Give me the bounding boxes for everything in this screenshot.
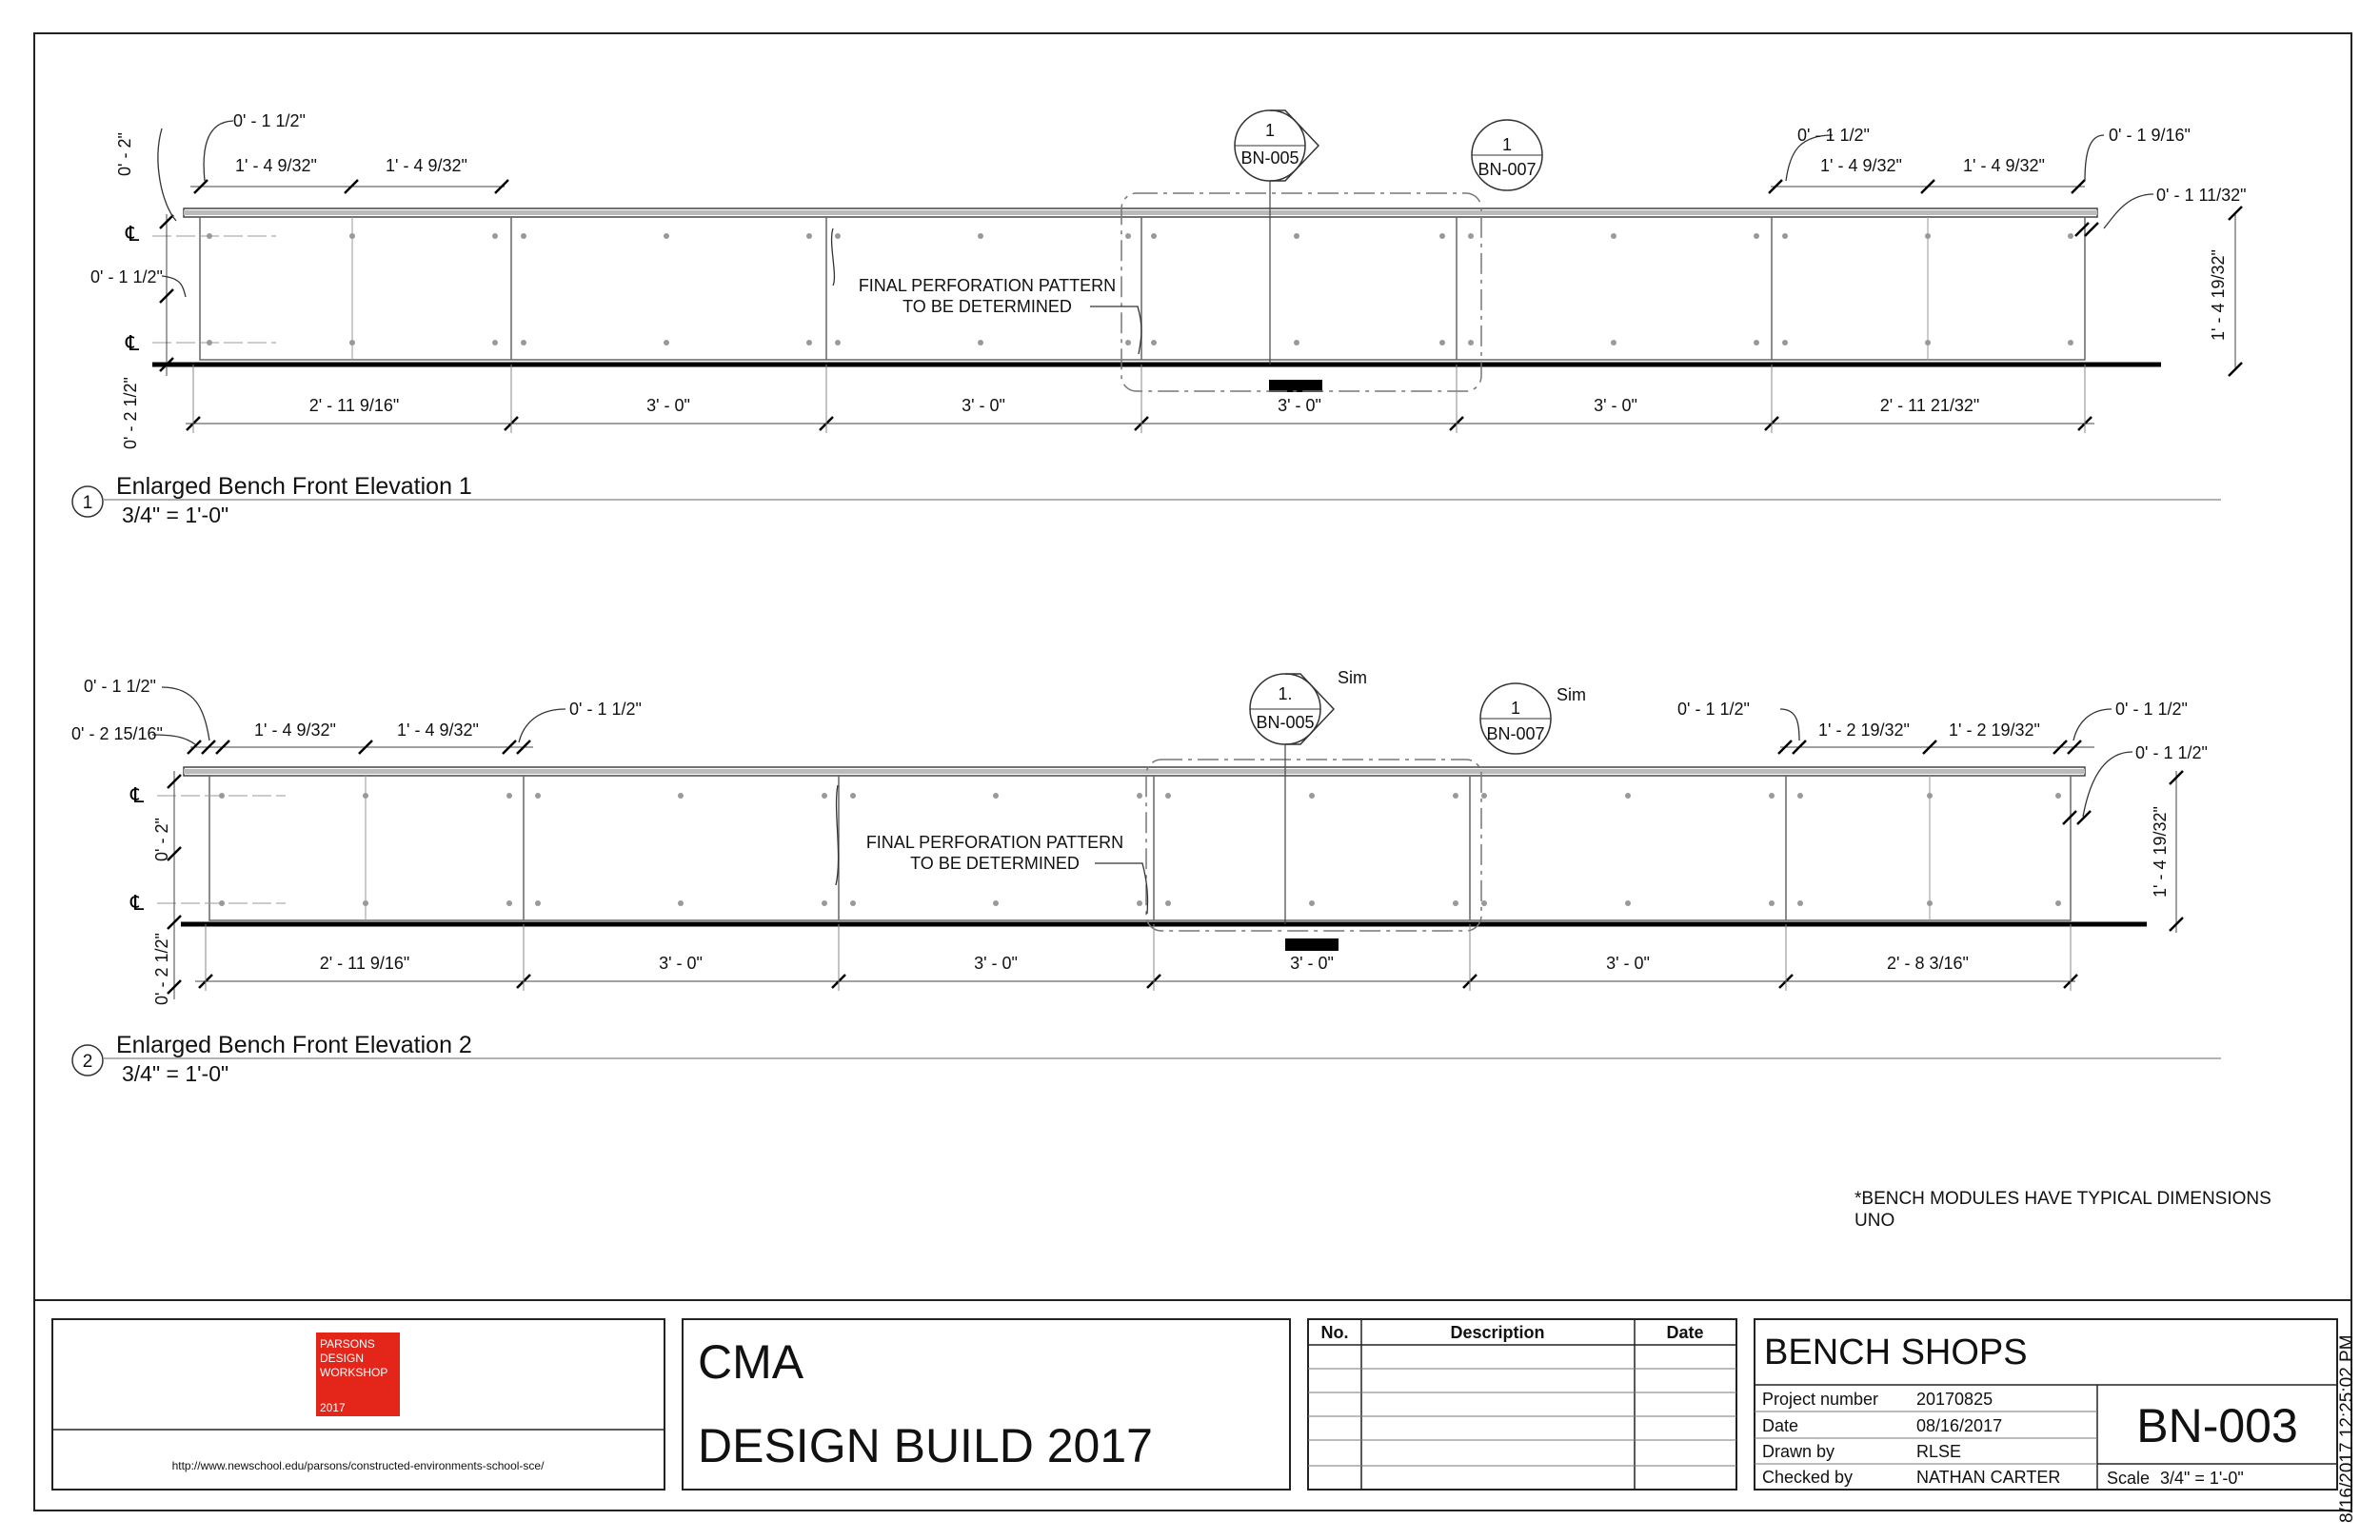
view-2-tag-number: 2 [82, 1052, 93, 1072]
view-1-note-line-2: TO BE DETERMINED [902, 297, 1072, 316]
view-2-callout-1-sheet: BN-005 [1256, 713, 1315, 732]
svg-text:℄: ℄ [126, 331, 140, 355]
dimension-label: 0' - 2" [115, 132, 134, 176]
svg-text:℄: ℄ [130, 891, 145, 915]
view-2-callout-2-number: 1 [1510, 699, 1521, 718]
logo-line-2: DESIGN [320, 1352, 365, 1365]
revision-header-date: Date [1666, 1323, 1704, 1342]
field-label-project-number: Project number [1762, 1390, 1879, 1409]
revision-header-no: No. [1320, 1323, 1349, 1342]
logo-line-1: PARSONS [320, 1337, 375, 1351]
dimension-label: 2' - 11 9/16" [319, 954, 410, 973]
scale-value: 3/4" = 1'-0" [2160, 1469, 2244, 1488]
dimension-label: 0' - 1 1/2" [1677, 700, 1750, 719]
dimension-label: 3' - 0" [974, 954, 1018, 973]
dimension-label: 2' - 11 21/32" [1879, 396, 1980, 415]
field-value-date: 08/16/2017 [1916, 1416, 2003, 1435]
view-1-title: Enlarged Bench Front Elevation 1 [116, 473, 472, 500]
view-2-callout-1-sim: Sim [1338, 668, 1367, 687]
dimension-label: 1' - 4 19/32" [2209, 249, 2228, 341]
dimension-label: 3' - 0" [1606, 954, 1650, 973]
dimension-label: 0' - 1 9/16" [2109, 126, 2191, 145]
view-2-title: Enlarged Bench Front Elevation 2 [116, 1032, 472, 1058]
sheet-number: BN-003 [2136, 1399, 2298, 1452]
dimension-label: 1' - 2 19/32" [1949, 721, 2040, 740]
dimension-label: 0' - 2" [152, 818, 171, 861]
dimension-label: 3' - 0" [1278, 396, 1321, 415]
logo-line-3: WORKSHOP [320, 1366, 388, 1379]
dimension-label: 0' - 2 1/2" [152, 933, 171, 1005]
dimension-label: 1' - 4 9/32" [235, 156, 317, 175]
logo-line-4: 2017 [320, 1401, 346, 1414]
field-label-checked-by: Checked by [1762, 1468, 1854, 1487]
dimension-label: 1' - 2 19/32" [1818, 721, 1910, 740]
view-2-note-line-1: FINAL PERFORATION PATTERN [865, 833, 1124, 852]
view-1-callout-2-sheet: BN-007 [1478, 160, 1537, 179]
view-1-callout-2-number: 1 [1501, 135, 1513, 154]
dimension-label: 1' - 4 9/32" [386, 156, 467, 175]
dimension-label: 0' - 1 1/2" [90, 267, 163, 286]
field-label-drawn-by: Drawn by [1762, 1442, 1835, 1461]
dimension-label: 0' - 1 1/2" [2135, 743, 2208, 762]
view-2-scale: 3/4" = 1'-0" [122, 1061, 229, 1086]
view-2-note-line-2: TO BE DETERMINED [910, 854, 1080, 873]
dimension-label: 0' - 2 1/2" [121, 377, 140, 449]
plot-timestamp: 8/16/2017 12:25:02 PM [2337, 1334, 2357, 1523]
general-note-line-2: UNO [1854, 1211, 1895, 1231]
sheet-name: BENCH SHOPS [1764, 1333, 2028, 1372]
dimension-label: 1' - 4 9/32" [1820, 156, 1902, 175]
general-note-line-1: *BENCH MODULES HAVE TYPICAL DIMENSIONS [1854, 1189, 2271, 1209]
dimension-label: 0' - 1 1/2" [1797, 126, 1870, 145]
dimension-label: 1' - 4 9/32" [397, 721, 479, 740]
dimension-label: 0' - 1 1/2" [84, 677, 156, 696]
view-1-callout-1-number: 1 [1264, 121, 1276, 140]
view-1-scale: 3/4" = 1'-0" [122, 503, 229, 527]
svg-text:℄: ℄ [130, 783, 145, 807]
view-2-callout-2-sheet: BN-007 [1486, 724, 1545, 743]
project-name-line-1: CMA [698, 1335, 804, 1389]
dimension-label: 2' - 11 9/16" [308, 396, 400, 415]
dimension-label: 0' - 2 15/16" [71, 724, 163, 743]
svg-text:℄: ℄ [126, 222, 140, 246]
dimension-label: 0' - 1 11/32" [2156, 186, 2247, 205]
dimension-label: 1' - 4 19/32" [2151, 806, 2170, 898]
dimension-label: 3' - 0" [1594, 396, 1637, 415]
project-name-line-2: DESIGN BUILD 2017 [698, 1419, 1153, 1472]
view-1-callout-1-sheet: BN-005 [1240, 148, 1299, 168]
view-2-callout-2-sim: Sim [1557, 685, 1586, 704]
dimension-label: 0' - 1 1/2" [569, 700, 642, 719]
dimension-label: 1' - 4 9/32" [1963, 156, 2045, 175]
field-value-drawn-by: RLSE [1916, 1442, 1962, 1461]
view-1-tag-number: 1 [82, 493, 93, 513]
dimension-label: 3' - 0" [1290, 954, 1334, 973]
field-value-project-number: 20170825 [1916, 1390, 1993, 1409]
dimension-label: 3' - 0" [962, 396, 1005, 415]
dimension-label: 3' - 0" [659, 954, 703, 973]
field-value-checked-by: NATHAN CARTER [1916, 1468, 2061, 1487]
dimension-label: 2' - 8 3/16" [1887, 954, 1969, 973]
dimension-label: 0' - 1 1/2" [233, 111, 306, 130]
scale-label: Scale [2107, 1469, 2151, 1488]
website-url[interactable]: http://www.newschool.edu/parsons/constructed-environments-school-sce/ [171, 1459, 545, 1472]
revision-header-description: Description [1450, 1323, 1545, 1342]
field-label-date: Date [1762, 1416, 1799, 1435]
dimension-label: 0' - 1 1/2" [2115, 700, 2188, 719]
view-2-callout-1-number: 1. [1278, 684, 1293, 703]
dimension-label: 1' - 4 9/32" [254, 721, 336, 740]
view-1-note-line-1: FINAL PERFORATION PATTERN [858, 276, 1117, 295]
dimension-label: 3' - 0" [646, 396, 690, 415]
